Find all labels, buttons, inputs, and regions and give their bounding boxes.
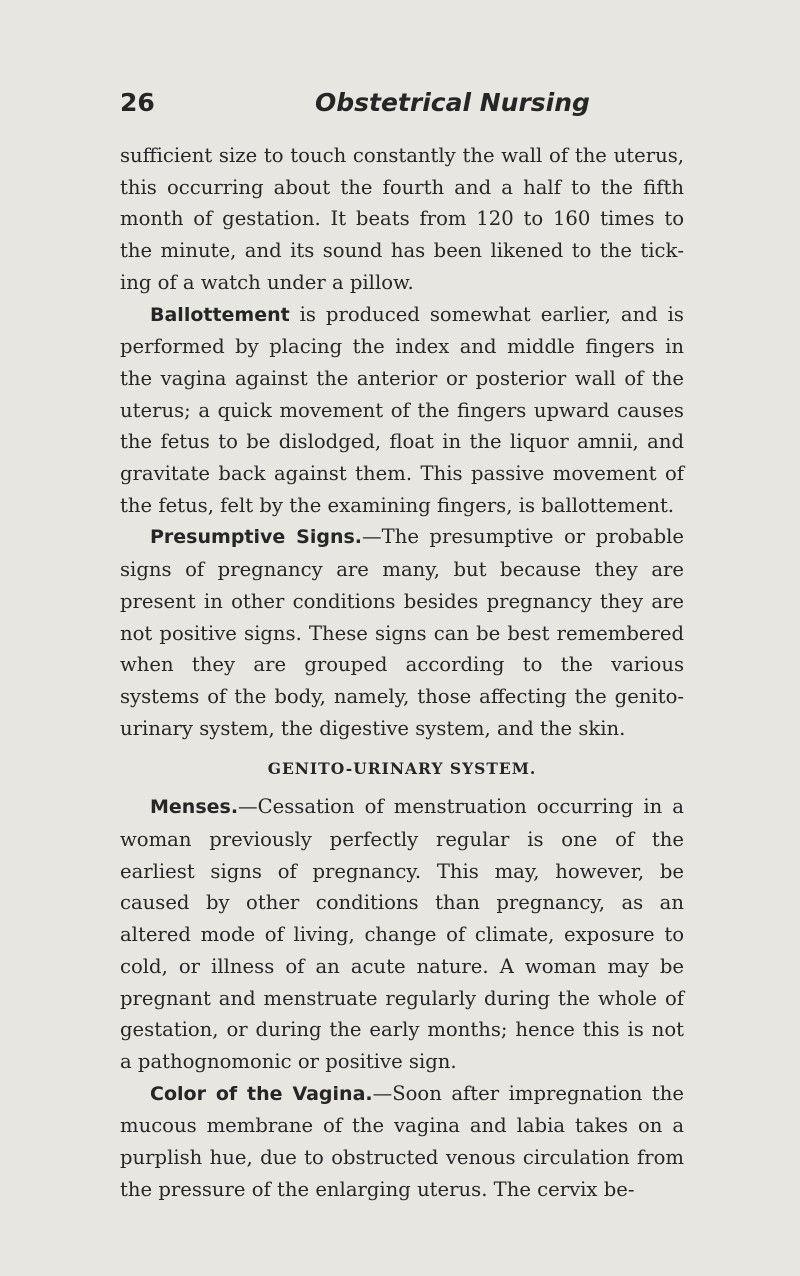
paragraph-color-of-vagina [120,1078,684,1206]
color-of-vagina-lead: Color of the Vagina. [150,1082,373,1105]
paragraph-menses [120,791,684,1077]
presumptive-signs-lead: Presumptive Signs. [150,526,363,549]
presumptive-signs-text: —The presumptive or probable signs of pregnancy are many, but because they are present in other conditions besides pregnancy they are not positive signs. These signs can be best remembered when they are grouped according to the various systems of the body, namely, those affecting the genito-urinary system, the digestive system, and the skin. [120,525,685,740]
paragraph-ballottement [120,299,684,522]
menses-text: —Cessation of menstruation occurring in a woman previously perfectly regular is one of the earliest signs of pregnancy. This may, however, be caused by other conditions than pregnancy, as an altered mode of living, change of climate, exposure to cold, or illness of an acute nature. A woman may be pregnant and menstruate regularly during the whole of gestation, or during the early months; hence this is not a pathognomonic or positive sign. [120,795,684,1073]
page-number: 26 [120,88,155,117]
color-of-vagina-text: —Soon after impregnation the mucous membrane of the vagina and labia takes on a purplish hue, due to obstructed venous circulation from the pressure of the enlarging uterus. The cervix be- [120,1081,684,1201]
paragraph-continued: sufficient size to touch constantly the wall of the uterus, this occurring about the fourth and a half to the fifth month of gestation. It beats from 120 to 160 times to the minute, and its sound has been likened to the ticking of a watch under a pillow. [120,144,684,294]
page-header [120,88,680,124]
paragraph-presumptive-signs [120,521,684,744]
section-heading: GENITO-URINARY SYSTEM. [267,759,537,779]
running-title: Obstetrical Nursing [315,88,590,117]
body-text [120,140,684,1206]
ballottement-text: is produced somewhat earlier, and is performed by placing the index and middle fingers in the vagina against the anterior or posterior wall of the uterus; a quick movement of the fingers upward causes the fetus to be dislodged, float in the liquor amnii, and gravitate back against them. This passive movement of the fetus, felt by the examining fingers, is ballottement. [120,302,684,517]
ballottement-lead: Ballottement [150,303,290,326]
menses-lead: Menses. [150,796,239,819]
